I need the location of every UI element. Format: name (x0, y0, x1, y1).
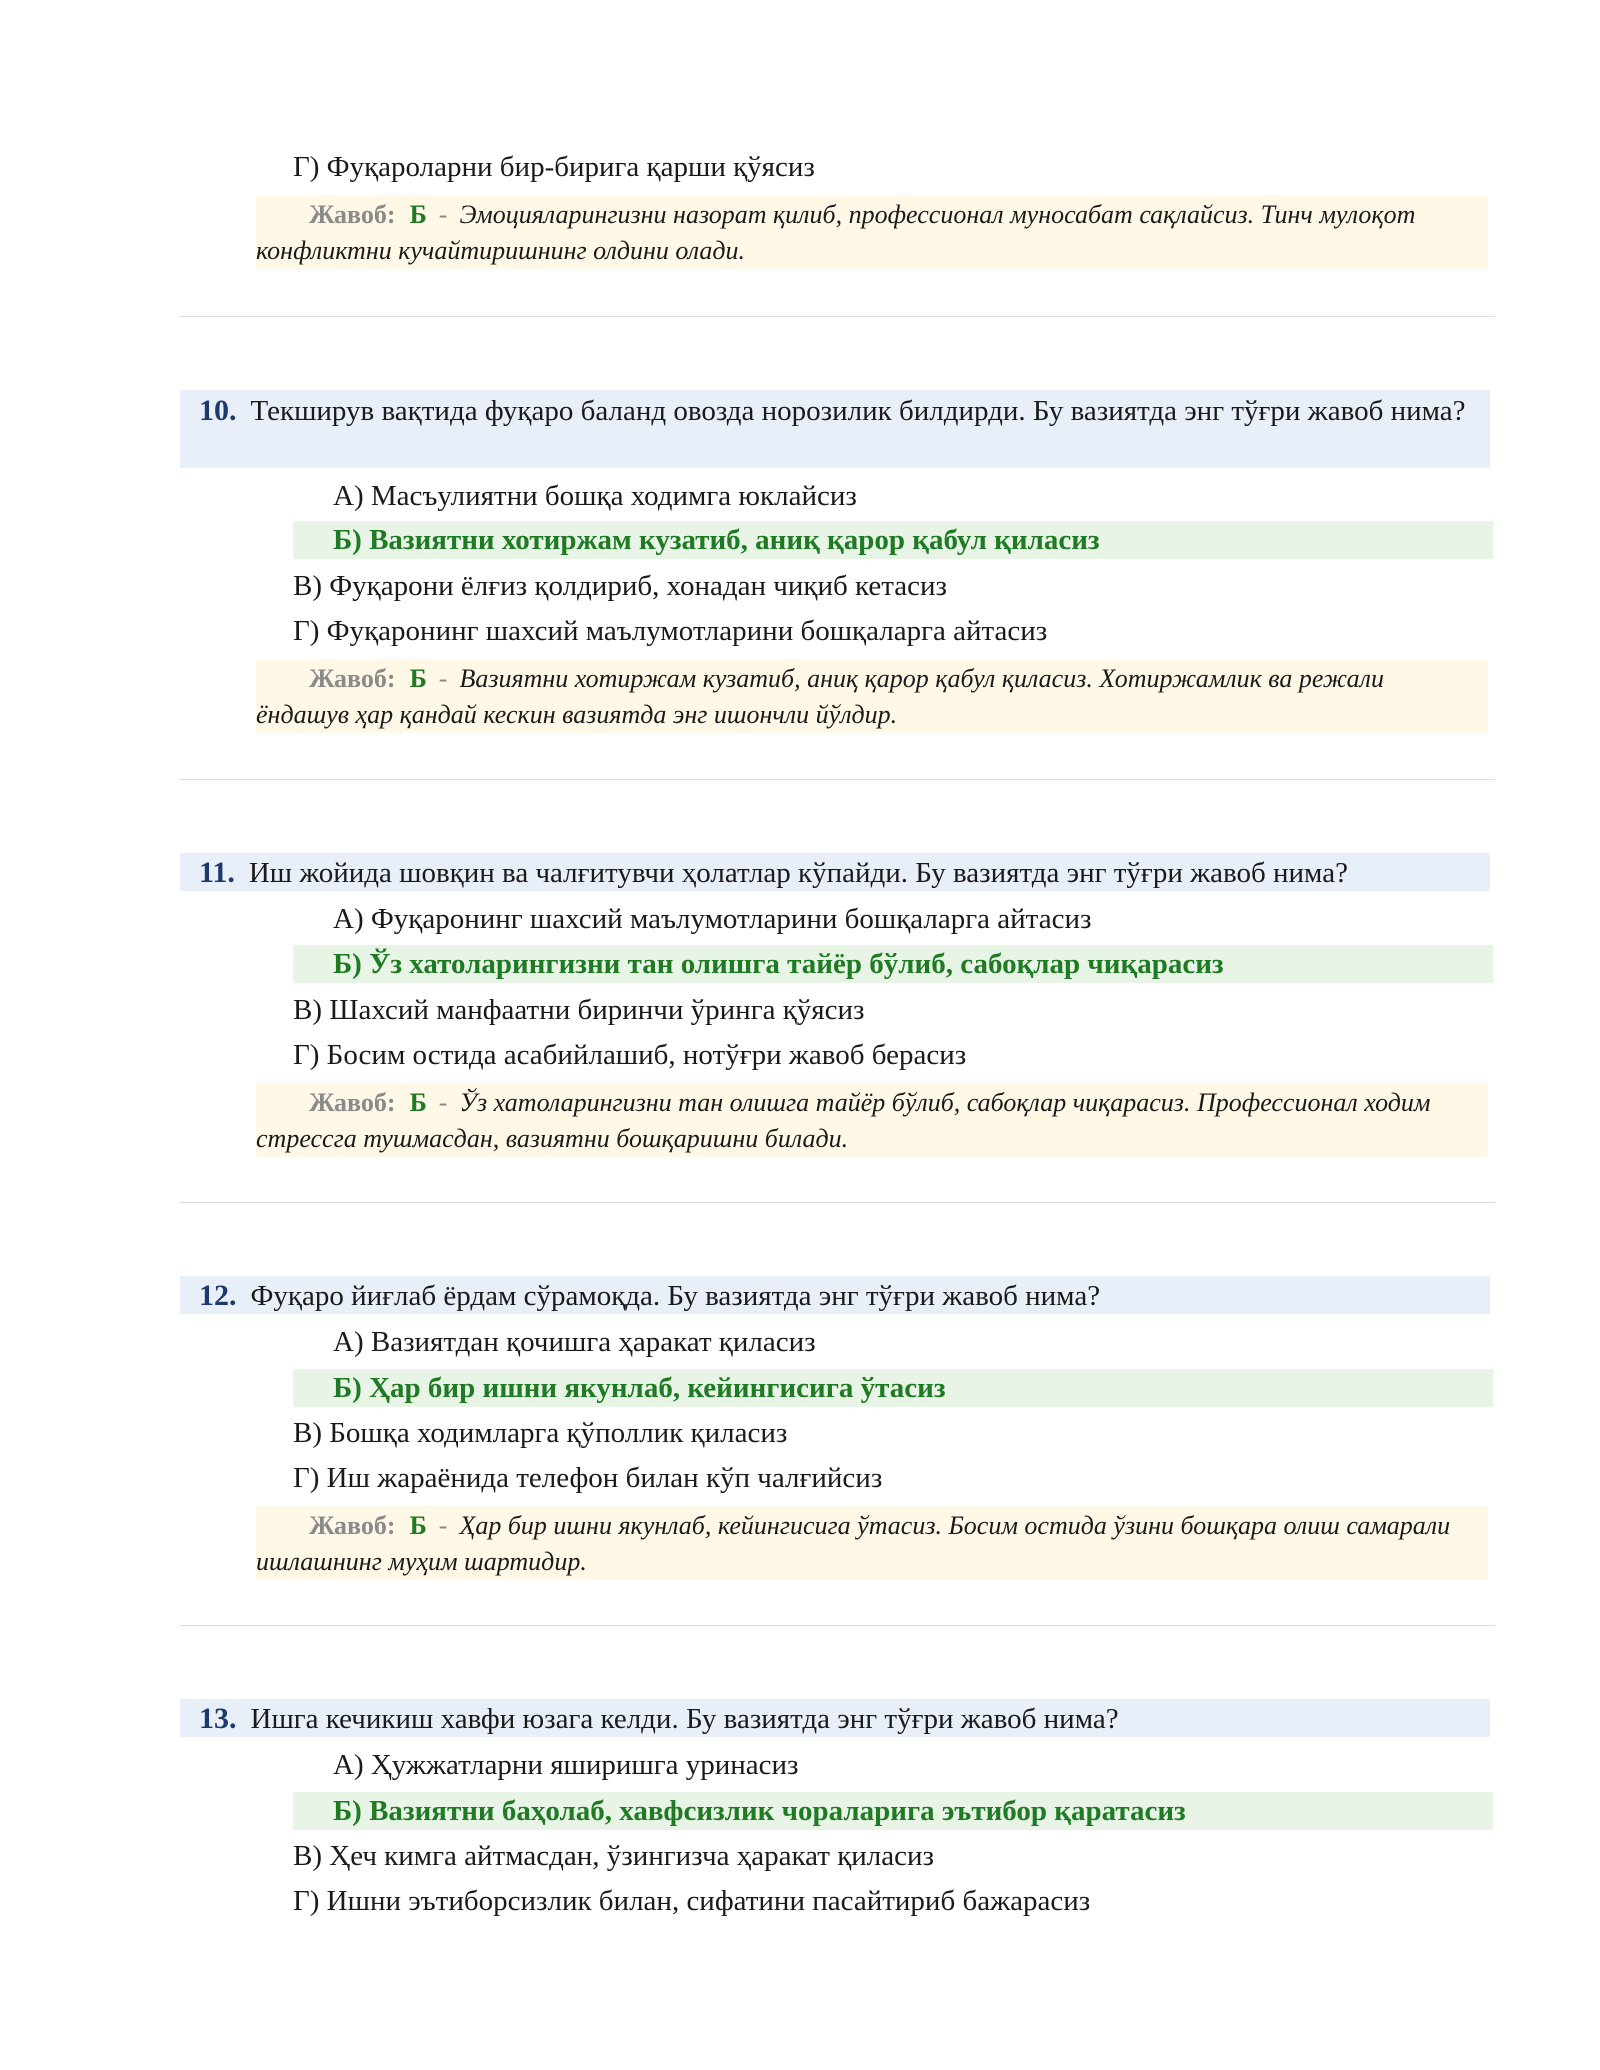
section-divider (180, 1202, 1495, 1203)
q12-option-g: Г) Иш жараёнида телефон билан кўп чалғийсиз (293, 1462, 883, 1494)
answer-letter: Б (409, 1088, 427, 1117)
q12-option-v: В) Бошқа ходимларга қўполлик қиласиз (293, 1417, 788, 1449)
q10-correct-option (293, 521, 1493, 559)
correct-option-text: Б) Ҳар бир ишни якунлаб, кейингисига ўтасиз (333, 1372, 946, 1404)
answer-explanation: Вазиятни хотиржам кузатиб, аниқ қарор қабул қиласиз. Хотиржамлик ва режали ёндашув ҳар қандай кескин вазиятда энг ишончли йўлдир. (256, 664, 1384, 729)
q12-answer-box (256, 1506, 1488, 1580)
answer-label: Жавоб: (309, 1088, 396, 1117)
q10-option-a: А) Масъулиятни бошқа ходимга юклайсиз (333, 480, 857, 512)
section-divider (180, 779, 1495, 780)
answer-letter: Б (409, 1511, 427, 1540)
q13-correct-option (293, 1792, 1493, 1830)
answer-explanation: Ҳар бир ишни якунлаб, кейингисига ўтасиз. Босим остида ўзини бошқара олиш самарали ишлашнинг муҳим шартидир. (256, 1511, 1451, 1576)
answer-letter: Б (409, 200, 427, 229)
q12-correct-option (293, 1369, 1493, 1407)
section-divider (180, 316, 1495, 317)
q13-option-a: А) Ҳужжатларни яширишга уринасиз (333, 1749, 799, 1781)
q11-option-a: А) Фуқаронинг шахсий маълумотларини бошқаларга айтасиз (333, 903, 1092, 935)
answer-dash: - (438, 200, 448, 229)
answer-letter: Б (409, 664, 427, 693)
question-text: Иш жойида шовқин ва чалғитувчи ҳолатлар кўпайди. Бу вазиятда энг тўғри жавоб нима? (248, 857, 1348, 889)
question-number: 10. (199, 394, 237, 427)
question-number: 12. (199, 1279, 237, 1312)
answer-dash: - (438, 1088, 448, 1117)
q10-option-g: Г) Фуқаронинг шахсий маълумотларини бошқаларга айтасиз (293, 615, 1048, 647)
correct-option-text: Б) Вазиятни хотиржам кузатиб, аниқ қарор қабул қиласиз (333, 524, 1100, 556)
answer-explanation: Ўз хатоларингизни тан олишга тайёр бўлиб, сабоқлар чиқарасиз. Профессионал ходим стрессга тушмасдан, вазиятни бошқаришни билади. (256, 1088, 1431, 1153)
q11-question (184, 853, 1494, 893)
correct-option-text: Б) Ўз хатоларингизни тан олишга тайёр бўлиб, сабоқлар чиқарасиз (333, 948, 1224, 980)
q11-option-v: В) Шахсий манфаатни биринчи ўринга қўясиз (293, 994, 865, 1026)
question-text: Ишга кечикиш хавфи юзага келди. Бу вазиятда энг тўғри жавоб нима? (250, 1703, 1119, 1735)
q10-answer-box (256, 659, 1488, 733)
question-text: Текширув вақтида фуқаро баланд овозда норозилик билдирди. Бу вазиятда энг тўғри жавоб нима? (250, 395, 1466, 427)
answer-dash: - (438, 664, 448, 693)
q13-question (184, 1699, 1494, 1739)
q11-option-g: Г) Босим остида асабийлашиб, нотўғри жавоб берасиз (293, 1039, 967, 1071)
answer-label: Жавоб: (309, 1511, 396, 1540)
question-text: Фуқаро йиғлаб ёрдам сўрамоқда. Бу вазиятда энг тўғри жавоб нима? (250, 1280, 1101, 1312)
q13-option-g: Г) Ишни эътиборсизлик билан, сифатини пасайтириб бажарасиз (293, 1885, 1091, 1917)
answer-label: Жавоб: (309, 664, 396, 693)
q13-option-v: В) Ҳеч кимга айтмасдан, ўзингизча ҳаракат қиласиз (293, 1840, 934, 1872)
q11-answer-box (256, 1083, 1488, 1157)
question-number: 11. (199, 856, 235, 889)
q10-question (184, 391, 1494, 431)
q12-question (184, 1276, 1494, 1316)
section-divider (180, 1625, 1495, 1626)
q12-option-a: А) Вазиятдан қочишга ҳаракат қиласиз (333, 1326, 816, 1358)
q9-answer-box (256, 195, 1488, 269)
answer-dash: - (438, 1511, 448, 1540)
answer-label: Жавоб: (309, 200, 396, 229)
q10-option-v: В) Фуқарони ёлғиз қолдириб, хонадан чиқиб кетасиз (293, 570, 947, 602)
answer-explanation: Эмоцияларингизни назорат қилиб, профессионал муносабат сақлайсиз. Тинч мулоқот конфликтни кучайтиришнинг олдини олади. (256, 200, 1416, 265)
q9-option-g: Г) Фуқароларни бир-бирига қарши қўясиз (293, 151, 815, 183)
question-number: 13. (199, 1702, 237, 1735)
q11-correct-option (293, 945, 1493, 983)
correct-option-text: Б) Вазиятни баҳолаб, хавфсизлик чораларига эътибор қаратасиз (333, 1795, 1186, 1827)
